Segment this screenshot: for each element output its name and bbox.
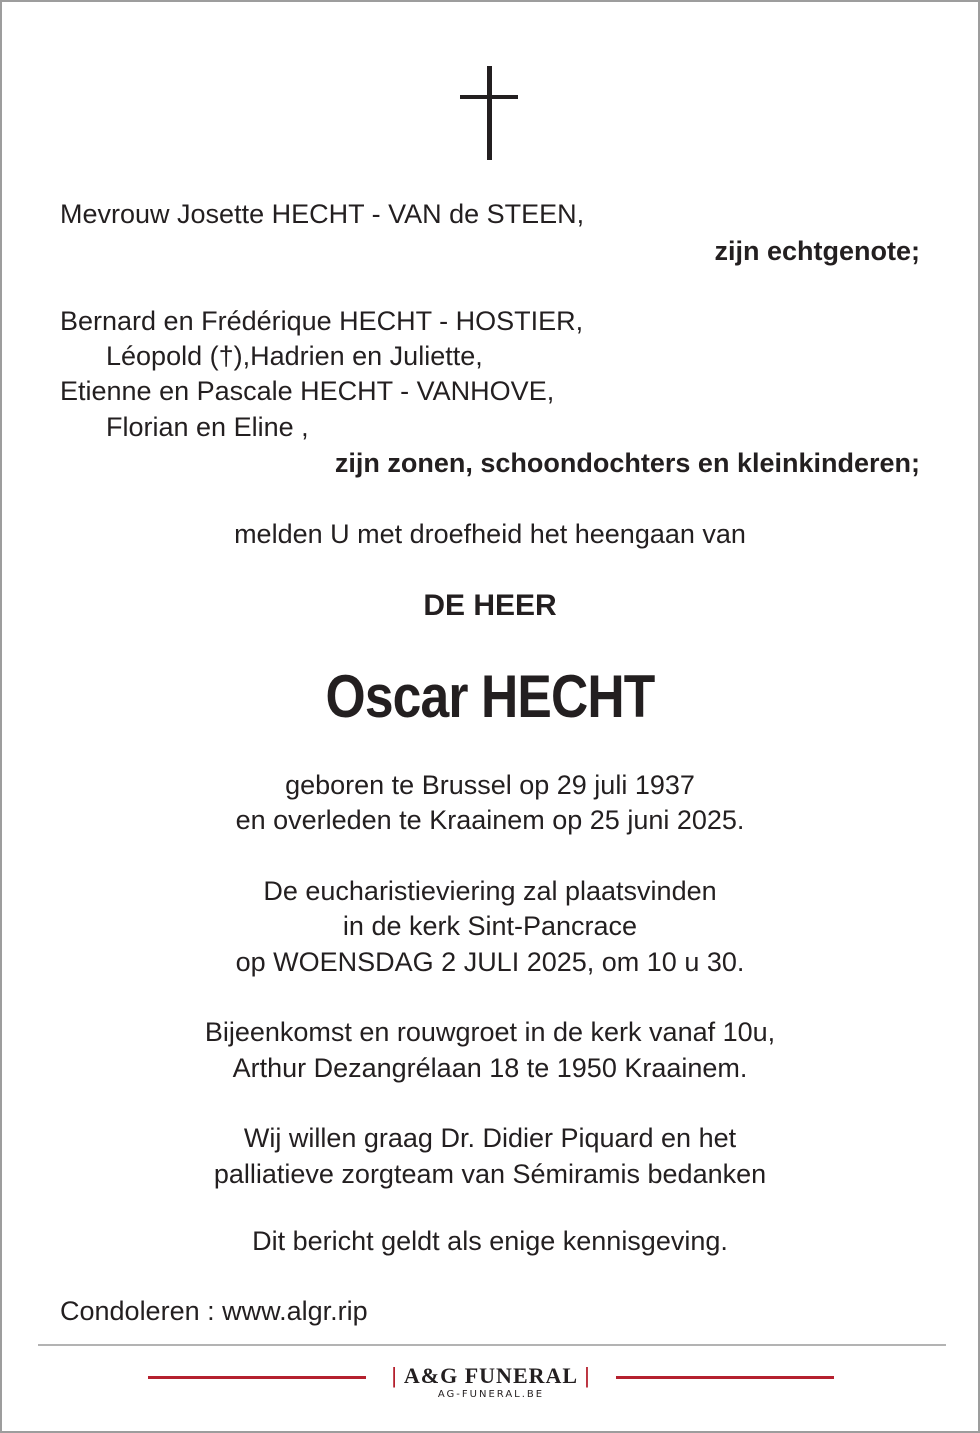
child-2: Etienne en Pascale HECHT - VANHOVE, <box>60 376 555 406</box>
footer-red-line-right <box>616 1376 834 1379</box>
deceased-name: Oscar HECHT <box>325 663 655 730</box>
child-1: Bernard en Frédérique HECHT - HOSTIER, <box>60 306 584 336</box>
gathering-line-1: Bijeenkomst en rouwgroet in de kerk vanaf 10u, <box>204 1017 776 1047</box>
brand-bar-right: | <box>584 1363 591 1388</box>
spouse-name: Mevrouw Josette HECHT - VAN de STEEN, <box>60 199 585 229</box>
children-role: zijn zonen, schoondochters en kleinkinderen; <box>334 448 920 478</box>
brand-name-row <box>380 1363 602 1389</box>
brand-website: AG-FUNERAL.BE <box>437 1389 545 1400</box>
footer-divider <box>38 1344 946 1346</box>
service-line-1: De eucharistieviering zal plaatsvinden <box>263 876 717 906</box>
grandchildren-2: Florian en Eline , <box>106 412 309 442</box>
announcement-intro: melden U met droefheid het heengaan van <box>234 519 746 549</box>
birth-line: geboren te Brussel op 29 juli 1937 <box>285 770 695 800</box>
grandchildren-1: Léopold (†),Hadrien en Juliette, <box>106 341 483 371</box>
spouse-role: zijn echtgenote; <box>714 236 920 266</box>
funeral-logo <box>380 1363 602 1401</box>
cross-icon <box>460 66 520 162</box>
brand-bar-left: | <box>391 1363 398 1388</box>
service-line-3: op WOENSDAG 2 JULI 2025, om 10 u 30. <box>235 947 745 977</box>
thanks-line-2: palliatieve zorgteam van Sémiramis bedanken <box>213 1159 767 1189</box>
brand-name: A&G FUNERAL <box>403 1363 579 1388</box>
thanks-line-1: Wij willen graag Dr. Didier Piquard en het <box>243 1123 737 1153</box>
death-line: en overleden te Kraainem op 25 juni 2025. <box>235 805 745 835</box>
footer-red-line-left <box>148 1376 366 1379</box>
deceased-title: DE HEER <box>423 589 557 622</box>
notice-line: Dit bericht geldt als enige kennisgeving. <box>252 1226 728 1256</box>
condolence-line: Condoleren : www.algr.rip <box>60 1296 368 1326</box>
service-line-2: in de kerk Sint-Pancrace <box>342 911 638 941</box>
gathering-line-2: Arthur Dezangrélaan 18 te 1950 Kraainem. <box>232 1053 748 1083</box>
